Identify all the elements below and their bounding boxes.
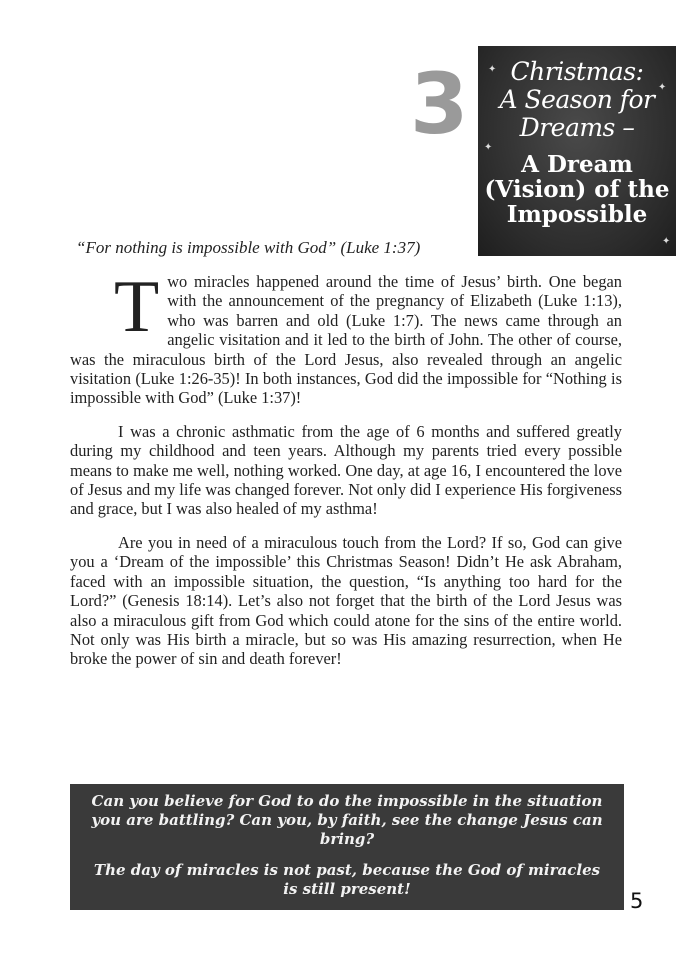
- callout-statement: The day of miracles is not past, because the God of miracles is still present!: [93, 861, 601, 898]
- chapter-number: 3: [410, 55, 469, 153]
- sparkle-icon: ✦: [488, 64, 497, 75]
- title-script-line: Christmas:: [510, 57, 644, 86]
- title-sub-line: A Dream: [521, 151, 633, 178]
- page-number: 5: [630, 889, 644, 913]
- paragraph-text: wo miracles happened around the time of Jesus’ birth. One began with the announcement of the pregnancy of Elizabeth (Luke 1:13), who was barren and old (Luke 1:7). The news came through an angelic visitation and it led to the birth of John. The other of course, was the miraculous birth of the Lord Jesus, also revealed through an angelic visitation (Luke 1:26-35)! In both instances, God did the impossible for “Nothing is impossible with God” (Luke 1:37)!: [70, 272, 622, 408]
- title-script-line: Dreams –: [519, 113, 635, 142]
- paragraph: [70, 266, 622, 408]
- paragraph: I was a chronic asthmatic from the age of 6 months and suffered greatly during my childhood and teen years. Although my parents tried every possible means to make me well, nothing worked. One day, at age 16, I encountered the love of Jesus and my life was changed forever. Not only did I experience His forgiveness and grace, but I was also healed of my asthma!: [70, 421, 622, 519]
- sparkle-icon: ✦: [484, 142, 493, 153]
- body-text: [70, 266, 622, 683]
- paragraph: Are you in need of a miraculous touch from the Lord? If so, God can give you a ‘Dream of the impossible’ this Christmas Season! Didn’t He ask Abraham, faced with an impossible situation, the question, “Is anything too hard for the Lord?” (Genesis 18:14). Let’s also not forget that the birth of the Lord Jesus was also a miraculous gift from God which could atone for the sins of the entire world. Not only was His birth a miracle, but so was His amazing resurrection, when He broke the power of sin and death forever!: [70, 532, 622, 669]
- title-sub-line: (Vision) of the: [484, 176, 670, 203]
- callout-box: [70, 784, 624, 910]
- chapter-title-script: [478, 58, 676, 142]
- title-sub-line: Impossible: [506, 201, 648, 228]
- chapter-title-box: [478, 46, 676, 256]
- epigraph-quote: “For nothing is impossible with God” (Luke 1:37): [76, 238, 421, 257]
- sparkle-icon: ✦: [658, 82, 667, 93]
- sparkle-icon: ✦: [662, 236, 671, 247]
- chapter-subtitle: [478, 152, 676, 227]
- drop-cap: T: [114, 266, 160, 348]
- callout-question: Can you believe for God to do the impossible in the situation you are battling? Can you, by faith, see the change Jesus can bring?: [91, 792, 603, 848]
- title-script-line: A Season for: [499, 85, 655, 114]
